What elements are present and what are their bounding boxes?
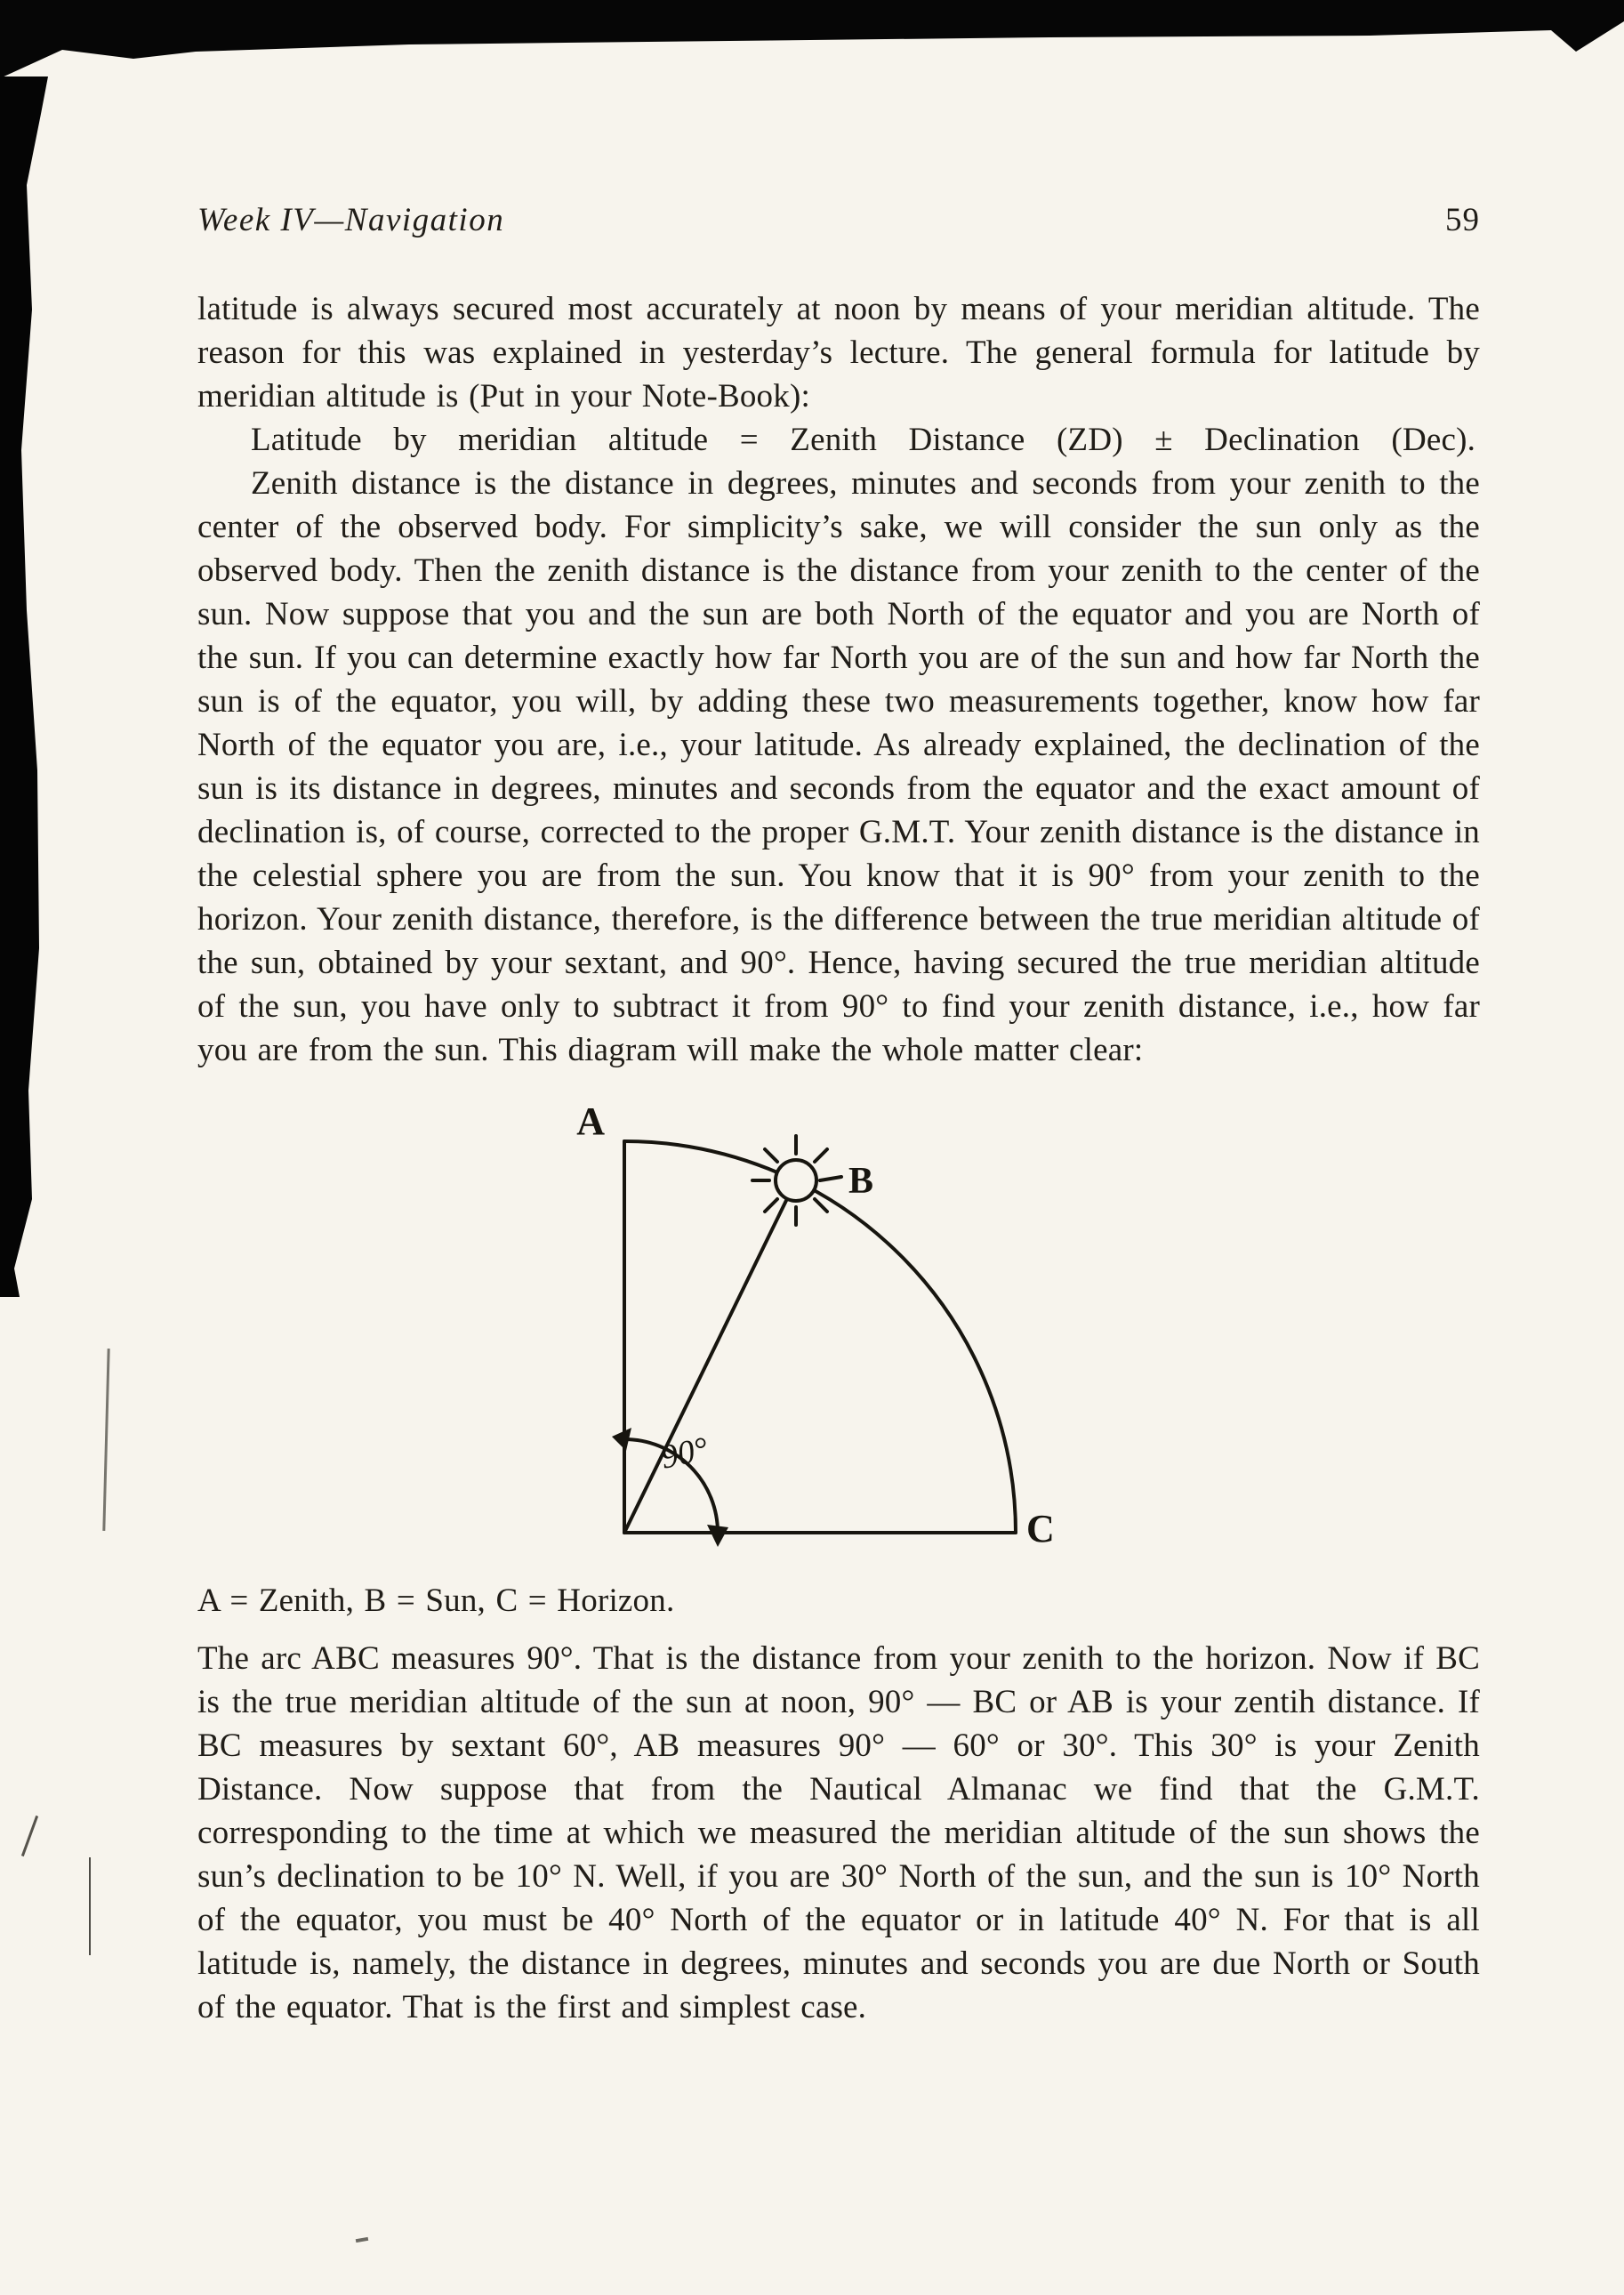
paragraph-formula: Latitude by meridian altitude = Zenith Distance (ZD) ± Declination (Dec). (251, 422, 1476, 458)
diagram-label-zenith: A (576, 1099, 605, 1143)
paragraph-arc-explanation: The arc ABC measures 90°. That is the distance from your zenith to the horizon. Now if BC is the true meridian altitude of the sun at noon, 90° — BC or AB is your zentih distance. If BC measures by sextant 60°, AB measures 90° — 60° or 30°. This 30° is your Zenith Distance. Now suppose that from the Nautical Almanac we find that the G.M.T. corresponding to the time at which we measured the meridian altitude of the sun shows the sun’s declination to be 10° N. Well, if you are 30° North of the sun, and the sun is 10° North of the equator, you must be 40° North of the equator or in latitude 40° N. For that is all latitude is, namely, the distance in degrees, minutes and seconds you are due North or South of the equator. That is the first and simplest case. (197, 1640, 1480, 2025)
running-title: Week IV—Navigation (197, 202, 505, 238)
scan-artifact-slash-mark (21, 1816, 38, 1856)
diagram-caption: A = Zenith, B = Sun, C = Horizon. (197, 1582, 675, 1619)
paragraph-intro: latitude is always secured most accurately at noon by means of your meridian altitude. The reason for this was explained in yesterday’s lecture. The general formula for latitude by meridian altitude is (Put in your Note-Book): (197, 291, 1480, 415)
running-head (197, 201, 1480, 239)
zenith-distance-diagram (571, 1095, 1069, 1566)
scan-artifact-left-edge (0, 76, 62, 1297)
diagram-label-horizon: C (1026, 1507, 1055, 1550)
scan-artifact-bottom-mark (356, 2237, 368, 2243)
scan-artifact-margin-tick (89, 1857, 91, 1955)
arc-abc (624, 1141, 1016, 1533)
zenith-diagram-svg (571, 1095, 1069, 1575)
sun-icon (776, 1160, 816, 1201)
diagram-label-sun: B (848, 1161, 874, 1202)
sun-label-dash (820, 1177, 841, 1180)
page-number: 59 (1445, 202, 1480, 238)
angle-arrow-up-icon (612, 1428, 631, 1451)
paragraph-zenith-distance: Zenith distance is the distance in degrees, minutes and seconds from your zenith to the center of the observed body. For simplicity’s sake, we will consider the sun only as the observed body. Then the zenith distance is the distance from your zenith to the center of the sun. Now suppose that you and the sun are both North of the equator and you are North of the sun. If you can determine exactly how far North you are of the sun and how far North the sun is of the equator, you will, by adding these two measurements together, know how far North of the equator you are, i.e., your latitude. As already explained, the declination of the sun is its distance in degrees, minutes and seconds from the equator and the exact amount of declination is, of course, corrected to the proper G.M.T. Your zenith distance is the distance in the celestial sphere you are from the sun. You know that it is 90° from your zenith to the horizon. Your zenith distance, therefore, is the difference between the true meridian altitude of the sun, obtained by your sextant, and 90°. Hence, having secured the true meridian altitude of the sun, you have only to subtract it from 90° to find your zenith distance, i.e., how far you are from the sun. This diagram will make the whole matter clear: (197, 465, 1480, 1068)
scan-artifact-top-bar (0, 0, 1624, 80)
angle-arrow-down-icon (707, 1525, 728, 1547)
diagram-angle-label: 90° (657, 1429, 712, 1477)
scan-artifact-pencil-line (102, 1349, 109, 1531)
text-column (197, 201, 1480, 2029)
observer-to-sun-line (624, 1180, 796, 1533)
